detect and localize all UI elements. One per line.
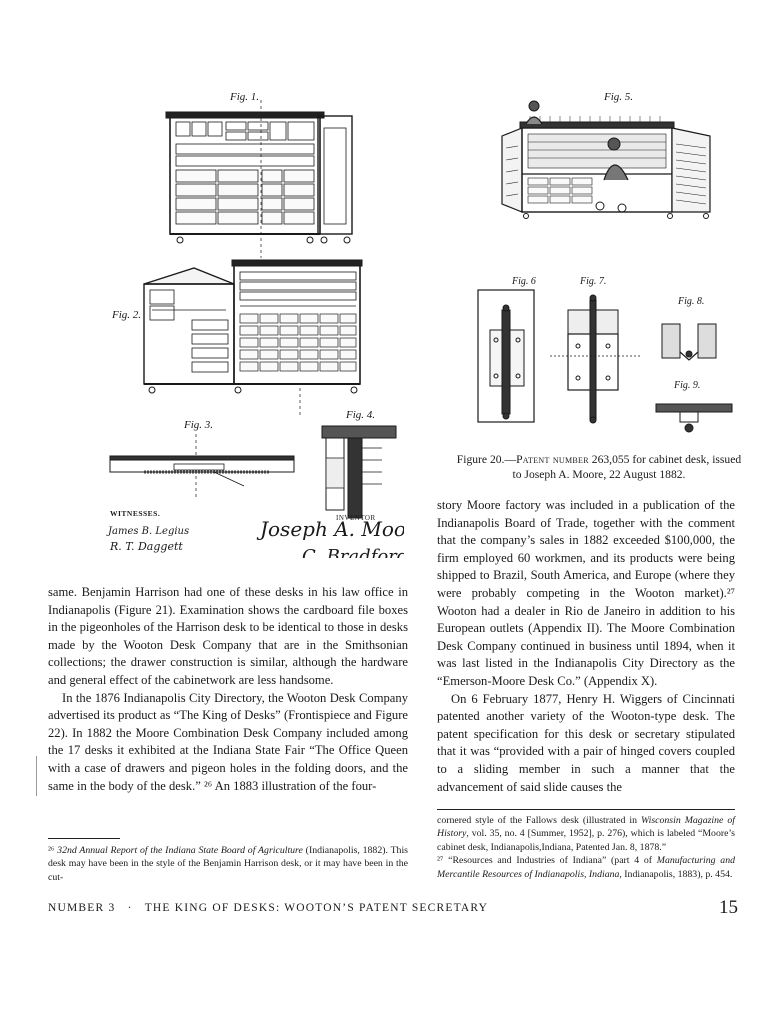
patent-illustration-fig5 — [496, 88, 734, 222]
fig9-label: Fig. 9. — [674, 380, 701, 391]
witness1-signature: James B. Legius — [108, 526, 190, 537]
left-column-text — [48, 584, 408, 795]
fig5-label: Fig. 5. — [604, 91, 634, 103]
footnote-26-number: ²⁶ — [48, 845, 55, 856]
fig4-label: Fig. 4. — [346, 409, 376, 421]
left-footnote — [48, 844, 408, 884]
running-footer: NUMBER 3 · THE KING OF DESKS: WOOTON’S PATENT SECRETARY — [48, 902, 489, 914]
fig8-label: Fig. 8. — [678, 296, 705, 307]
left-paragraph-1: same. Benjamin Harrison had one of these desks in his law office in Indianapolis (Figure 21). Examination shows the cardboard file boxes in the pigeonholes of the Harrison desk to be identical to those in desks made by the Wooton Desk Company that are in the Smithsonian collections; the drawer construction is similar, although the hardware and general effect of the cabinetwork are less handsome. — [48, 585, 408, 687]
left-paragraph-2: In the 1876 Indianapolis City Directory, the Wooton Desk Company advertised its product as “The King of Desks” (Frontispiece and Figure 22). In 1882 the Moore Combination Desk Company included among the 17 desks it exhibited at the Indiana State Fair “The Office Queen with a case of drawers and pigeon holes in the folding doors, and the same in the body of the desk.” ²⁶ An 1883 illustration of the four- — [48, 690, 408, 793]
fig6-label: Fig. 6 — [512, 276, 536, 287]
figure-caption — [454, 452, 744, 482]
inventor-label: INVENTOR — [336, 514, 376, 522]
patent-drawing-fig-5 — [496, 88, 734, 222]
page-number: 15 — [719, 897, 738, 918]
patent-drawing-figs-6-9 — [466, 270, 746, 442]
right-paragraph-1: story Moore factory was included in a publication of the Indianapolis Board of Trade, together with the comment that the company’s sales in 1882 exceeded $100,000, the firm employed 60 workmen, and its products were being shipped to Brazil, South America, and Europe (where they were probably competing in the Wooton market).²⁷ Wooton had a dealer in Rio de Janeiro in addition to his European outlets (Appendix II). The Moore Combination Desk Company continued in business until 1894, when it was last listed in the Indianapolis City Directory as the “Emerson-Moore Desk Co.” (Appendix X). — [437, 498, 735, 688]
caption-text: 263,055 for cabinet desk, issued to Joseph A. Moore, 22 August 1882. — [512, 453, 742, 481]
footnote-27: ²⁷ “Resources and Industries of Indiana” (part 4 of Manufacturing and Mercantile Resources of Indianapolis, Indiana, Indianapolis, 1883), p. 454. — [437, 855, 735, 880]
footnote-continuation: cornered style of the Fallows desk (illustrated in Wisconsin Magazine of History, vol. 35, no. 4 [Summer, 1952], p. 276), which is labeled “Moore’s cabinet desk, Indianapolis,Indiana, Patented Jan. 8, 1878.” — [437, 815, 736, 853]
footnote-26-title: 32nd Annual Report of the Indiana State Board of Agriculture — [57, 845, 303, 856]
attorney-signature: C. Bradford — [302, 546, 404, 558]
right-footnotes — [437, 814, 735, 881]
right-footnote-rule — [437, 809, 735, 810]
footnote-26-text: (Indianapolis, 1882). This desk may have been in the style of the Benjamin Harrison desk, or it may have been in the cut- — [48, 845, 408, 883]
right-paragraph-2: On 6 February 1877, Henry H. Wiggers of Cincinnati patented another variety of the Wooton-type desk. The patent specification for this desk or secretary stipulated that it was “provided with a pair of hinged covers coupled to a sliding member in such a manner that the advancement of said slide causes the — [437, 691, 735, 794]
left-footnote-rule — [48, 838, 120, 839]
witnesses-label: WITNESSES. — [110, 509, 161, 518]
patent-illustration-left — [104, 88, 404, 558]
fig3-label: Fig. 3. — [184, 419, 214, 431]
patent-drawing-figs-1-4 — [104, 88, 404, 558]
fig2-label: Fig. 2. — [112, 309, 142, 321]
inventor-signature: Joseph A. Moo — [260, 517, 404, 541]
patent-illustration-figs-6-9 — [466, 270, 746, 442]
fig7-label: Fig. 7. — [580, 276, 607, 287]
fig1-label: Fig. 1. — [230, 91, 260, 103]
caption-prefix: Figure 20.— — [456, 453, 517, 466]
right-column-text — [437, 497, 735, 796]
caption-smallcaps: Patent number — [516, 453, 589, 466]
witness2-signature: R. T. Daggett — [110, 540, 183, 553]
margin-mark — [36, 756, 38, 796]
